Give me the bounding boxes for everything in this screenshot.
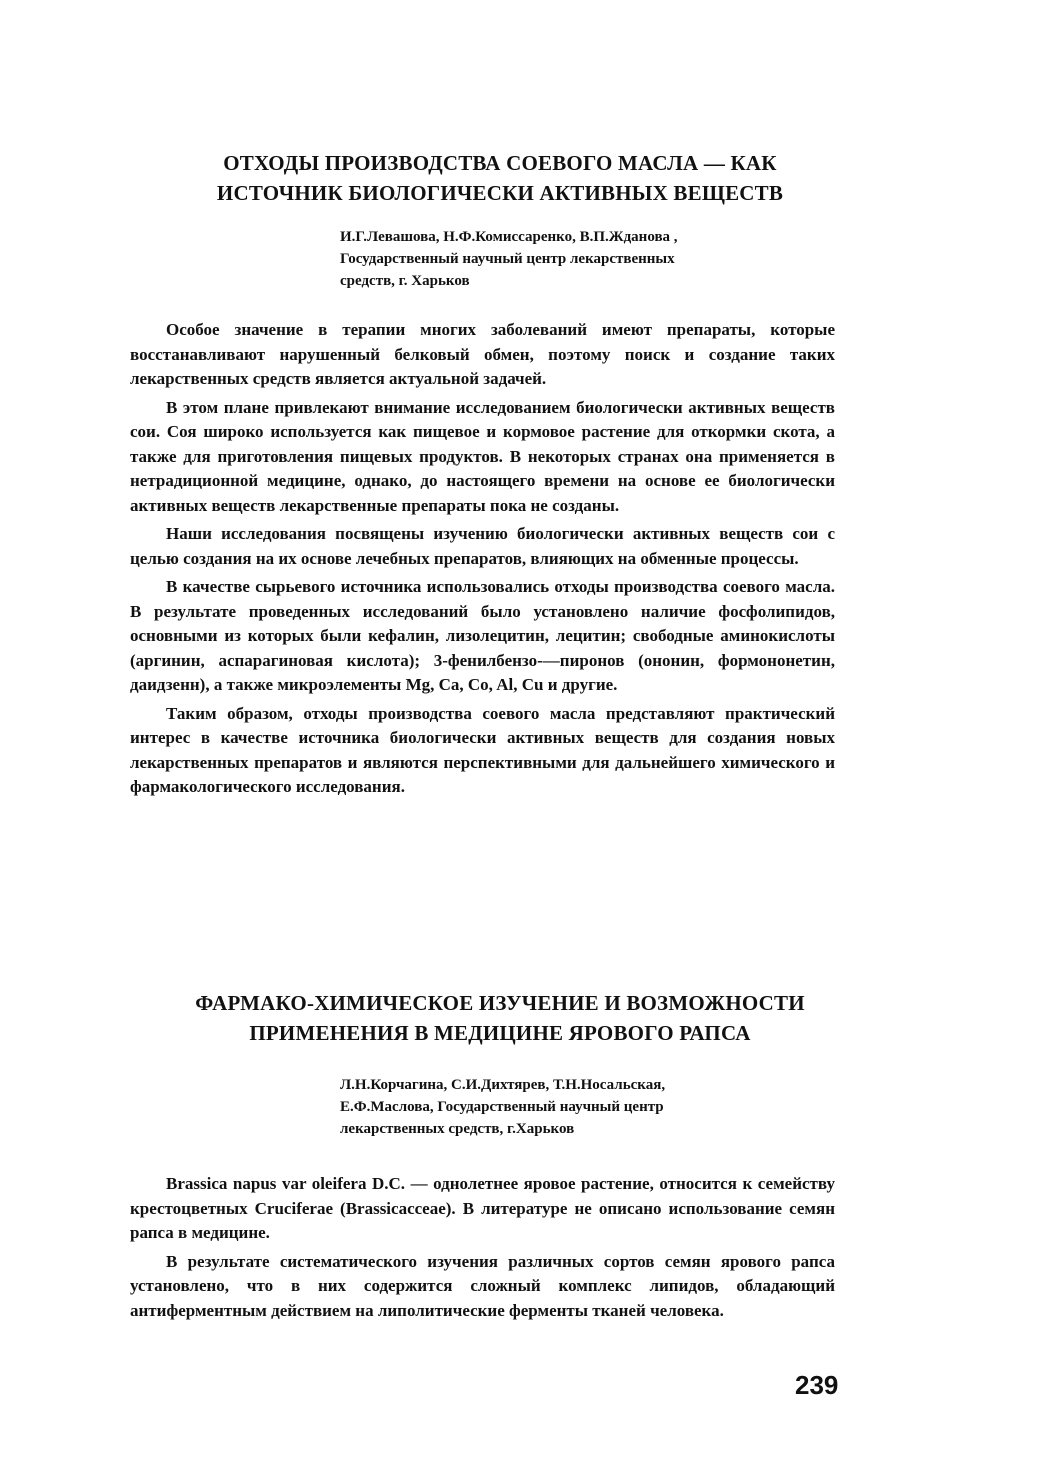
article2-title-line: ФАРМАКО-ХИМИЧЕСКОЕ ИЗУЧЕНИЕ И ВОЗМОЖНОСТИ (195, 991, 805, 1015)
article2-title-line: ПРИМЕНЕНИЯ В МЕДИЦИНЕ ЯРОВОГО РАПСА (249, 1021, 751, 1045)
article2-body (130, 1172, 835, 1327)
article2-author-line: лекарственных средств, г.Харьков (340, 1121, 575, 1137)
article1-authors (340, 226, 840, 292)
article1-body (130, 318, 835, 804)
article2-author-line: Л.Н.Корчагина, С.И.Дихтярев, Т.Н.Носальская, (340, 1077, 666, 1093)
article1-title (120, 148, 880, 208)
article1-author-line: И.Г.Левашова, Н.Ф.Комиссаренко, В.П.Жданова , (340, 229, 678, 245)
article2-paragraph: В результате систематического изучения различных сортов семян ярового рапса установлено, что в них содержится сложный комплекс липидов, обладающий антиферментным действием на липолитические ферменты тканей человека. (130, 1251, 835, 1320)
article1-paragraph: В этом плане привлекают внимание исследованием биологически активных веществ сои. Соя широко используется как пищевое и кормовое растение для откормки скота, а также для приготовления пищевых продуктов. В некоторых странах она применяется в нетрадиционной медицине, однако, до настоящего времени на основе ее биологически активных веществ лекарственные препараты пока не созданы. (130, 397, 835, 515)
article2-authors (340, 1074, 840, 1140)
article1-title-line: ИСТОЧНИК БИОЛОГИЧЕСКИ АКТИВНЫХ ВЕЩЕСТВ (216, 181, 784, 205)
article1-author-line: Государственный научный центр лекарственных (340, 251, 675, 267)
article2-paragraph: Brassica napus var oleifera D.C. — однолетнее яровое растение, относится к семейству крестоцветных Cruciferae (Brassicacceae). В литературе не описано использование семян рапса в медицине. (130, 1174, 835, 1242)
article1-paragraph: В качестве сырьевого источника использовались отходы производства соевого масла. В результате проведенных исследований было установлено наличие фосфолипидов, основными из которых были кефалин, лизолецитин, лецитин; свободные аминокислоты (аргинин, аспарагиновая кислота); 3-фенилбензо-—пиронов (ононин, формононетин, даидзенн), а также микроэлементы Mg, Ca, Co, Al, Cu и другие. (130, 577, 835, 694)
article2-title (120, 988, 880, 1048)
article1-author-line: средств, г. Харьков (340, 273, 470, 289)
article1-paragraph: Особое значение в терапии многих заболеваний имеют препараты, которые восстанавливают нарушенный белковый обмен, поэтому поиск и создание таких лекарственных средств является актуальной задачей. (130, 320, 835, 388)
article2-author-line: Е.Ф.Маслова, Государственный научный центр (340, 1099, 664, 1115)
article1-paragraph: Таким образом, отходы производства соевого масла представляют практический интерес в качестве источника биологически активных веществ для создания новых лекарственных препаратов и являются перспективными для дальнейшего химического и фармакологического исследования. (130, 703, 835, 796)
page-number: 239 (795, 1370, 839, 1400)
article1-paragraph: Наши исследования посвящены изучению биологически активных веществ сои с целью создания на их основе лечебных препаратов, влияющих на обменные процессы. (130, 524, 835, 568)
article1-title-line: ОТХОДЫ ПРОИЗВОДСТВА СОЕВОГО МАСЛА — КАК (223, 151, 777, 175)
